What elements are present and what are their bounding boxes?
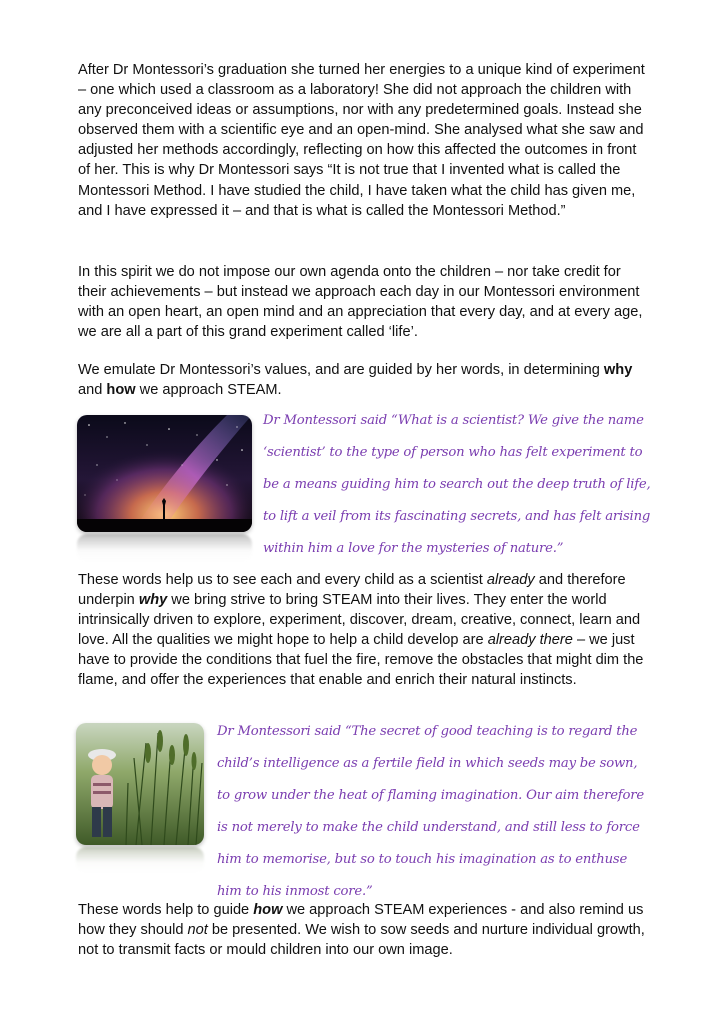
why-emphasis: why <box>603 362 633 378</box>
paragraph-scientist: These words help us to see each and every child as a scientist already and therefore underpin why we bring strive to bring STEAM into their lives. They enter the world intrinsically driven to explore, experiment, discover, dream, creative, connect, learn and love. All the qualities we might hope to help a child develop are already there – we just have to provide the conditions that fuel the fire, remove the obstacles that might dim the flame, and offer the experiences that enable and enrich their natural instincts. <box>78 572 644 689</box>
paragraph-emulate: We emulate Dr Montessori’s values, and are guided by her words, in determining why and how we approach STEAM. <box>78 362 633 399</box>
not-emphasis: not <box>187 922 208 939</box>
how-emphasis-italic: how <box>253 902 283 918</box>
why-emphasis-italic: why <box>138 592 168 609</box>
already-there-emphasis: already there <box>487 632 573 649</box>
already-emphasis: already <box>486 572 535 588</box>
paragraph-guide: These words help to guide how we approach STEAM experiences - and also remind us how they should not be presented. We wish to sow seeds and nurture individual growth, not to transmit facts or mould children into our own image. <box>78 902 645 959</box>
child-in-field-image <box>76 723 204 873</box>
quote-teaching: Dr Montessori said “The secret of good teaching is to regard the child’s intelligence as a fertile field in which seeds may be sown, to grow under the heat of flaming imagination. Our aim therefore is not merely to make the child understand, and still less to force him to memorise, but so to touch his imagination as to enthuse him to his inmost core.” <box>217 724 644 899</box>
paragraph-spirit: In this spirit we do not impose our own agenda onto the children – nor take credit for their achievements – but instead we approach each day in our Montessori environment with an open heart, an open mind and an appreciation that every day, and at every age, we are all a part of this grand experiment called ‘life’. <box>78 264 643 341</box>
how-emphasis: how <box>106 382 136 399</box>
child-photo <box>76 723 204 845</box>
galaxy-image <box>77 415 252 562</box>
paragraph-graduation: After Dr Montessori’s graduation she turned her energies to a unique kind of experiment – one which used a classroom as a laboratory! She did not approach the children with any preconceived ideas or assumptions, nor with any predetermined goals. Instead she observed them with a scientific eye and an open-mind. She analysed what she saw and adjusted her methods accordingly, reflecting on how this affected the outcomes in front of her. This is why Dr Montessori says “It is not true that I invented what is called the Montessori Method. I have studied the child, I have taken what the child has given me, and I have expressed it – and that is what is called the Montessori Method.” <box>78 62 645 219</box>
night-sky-photo <box>77 415 252 532</box>
quote-scientist: Dr Montessori said “What is a scientist? We give the name ‘scientist’ to the type of person who has felt experiment to be a means guiding him to search out the deep truth of life, to lift a veil from its fascinating secrets, and has felt arising within him a love for the mysteries of nature.” <box>263 413 651 556</box>
